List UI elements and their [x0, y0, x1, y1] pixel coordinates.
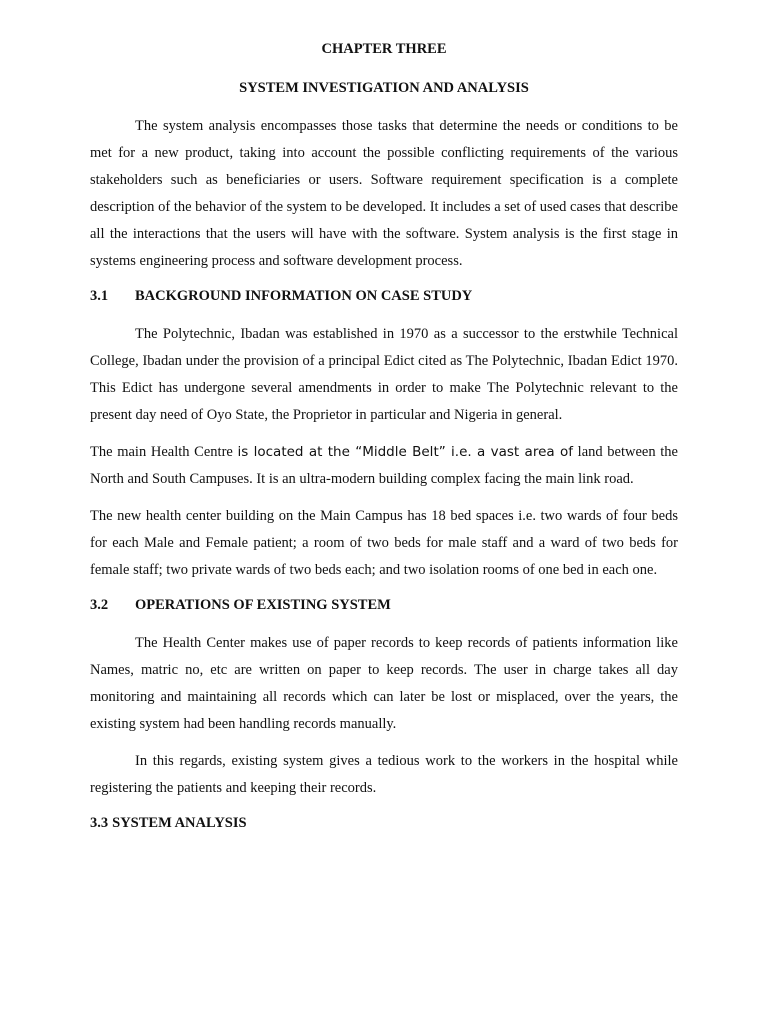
section-title: SYSTEM ANALYSIS [112, 815, 247, 831]
operations-paragraph-1: The Health Center makes use of paper records to keep records of patients information like Names, matric no, etc are written on paper to keep records. The user in charge takes all day monitoring and maintaining all records which can later be lost or misplaced, over the years, the existing system had been handling records manually. [90, 635, 678, 732]
chapter-subtitle: SYSTEM INVESTIGATION AND ANALYSIS [239, 80, 529, 96]
section-heading-3-3 [90, 812, 678, 834]
section-number: 3.3 [90, 815, 109, 831]
section-heading-3-1 [90, 285, 678, 307]
operations-paragraph-2: In this regards, existing system gives a tedious work to the workers in the hospital while registering the patients and keeping their records. [90, 753, 678, 796]
section-number: 3.1 [90, 288, 109, 304]
paragraph-text-run: land between the North and South Campuses. It is an ultra-modern building complex facing the main link road. [90, 444, 678, 487]
page-content [90, 38, 678, 848]
paragraph-text-run-sans: is located at the “Middle Belt” i.e. a vast area of [237, 444, 573, 460]
section-number: 3.2 [90, 597, 109, 613]
background-paragraph-1: The Polytechnic, Ibadan was established in 1970 as a successor to the erstwhile Technical College, Ibadan under the provision of a principal Edict cited as The Polytechnic, Ibadan Edict 1970. This Edict has undergone several amendments in order to make The Polytechnic relevant to the present day need of Oyo State, the Proprietor in particular and Nigeria in general. [90, 326, 678, 423]
intro-paragraph: The system analysis encompasses those tasks that determine the needs or conditions to be met for a new product, taking into account the possible conflicting requirements of the various stakeholders such as beneficiaries or users. Software requirement specification is a complete description of the behavior of the system to be developed. It includes a set of used cases that describe all the interactions that the users will have with the software. System analysis is the first stage in systems engineering process and software development process. [90, 118, 678, 269]
section-title: BACKGROUND INFORMATION ON CASE STUDY [135, 288, 473, 304]
section-title: OPERATIONS OF EXISTING SYSTEM [135, 597, 391, 613]
background-paragraph-3: The new health center building on the Main Campus has 18 bed spaces i.e. two wards of four beds for each Male and Female patient; a room of two beds for male staff and a ward of two beds for female staff; two private wards of two beds each; and two isolation rooms of one bed in each one. [90, 508, 678, 578]
chapter-title: CHAPTER THREE [321, 41, 447, 57]
paragraph-text-run: The main Health Centre [90, 444, 238, 460]
section-heading-3-2 [90, 594, 678, 616]
background-paragraph-2 [90, 439, 678, 493]
